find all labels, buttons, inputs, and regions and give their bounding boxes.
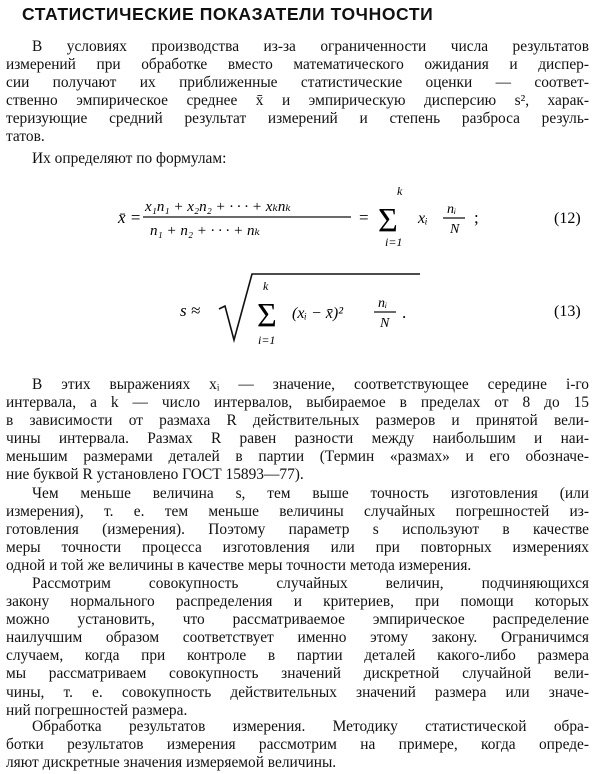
text-line: интервала, а k — число интервалов, выбираемое в пределах от 8 до 15 (6, 394, 589, 412)
text-line: наилучшим образом соответствует именно этому закону. Ограничимся (6, 629, 589, 647)
text-line: чины, т. е. совокупность действительных значений размера или значе- (6, 683, 589, 701)
text-line: готовления (измерения). Поэтому параметр s используют в качестве (6, 521, 589, 539)
sum-symbol: Σ (257, 297, 277, 334)
text-line: ний погрешностей размера. (6, 701, 188, 719)
sum-upper-limit: k (397, 184, 403, 198)
text-line: случаем, когда при контроле в партии деталей какого-либо размера (6, 647, 589, 665)
equation-number: (12) (554, 210, 581, 227)
sum-lower-limit: i=1 (385, 235, 403, 249)
sum-lower-limit: i=1 (258, 333, 276, 347)
text-line: измерений при обработке вместо математического ожидания и диспер- (6, 56, 589, 74)
text-line: мы рассматриваем совокупность значений дискретной случайной вели- (6, 665, 589, 683)
text-line: чины интервала. Размах R равен разности между наибольшим и наи- (6, 430, 589, 448)
formula-dot: . (402, 303, 407, 322)
formula-denominator: n₁ + n₂ + · · · + nₖ (150, 223, 261, 239)
formula-13 (0, 268, 593, 358)
sum-symbol: Σ (378, 202, 398, 239)
equation-number: (13) (554, 303, 581, 320)
text-line: в зависимости от размаха R действительных размеров и принятой вели- (6, 412, 589, 430)
formula-intro (32, 150, 532, 168)
fraction-numerator: nᵢ (447, 202, 457, 217)
sum-upper-limit: k (263, 279, 269, 293)
text-line: меньшим размерами деталей в партии (Термин «размах» и его обозначе- (6, 448, 589, 466)
text-line: можно установить, что рассматриваемое эмпирическое распределение (6, 611, 589, 629)
text-line: теризующие средний результат измерений и степень разброса резуль- (6, 110, 589, 128)
text-line: Чем меньше величина s, тем выше точность изготовления (или (32, 485, 589, 502)
text-line: сии получают их приближенные статистические оценки — соответ- (6, 74, 589, 92)
paragraph-distribution (6, 575, 589, 720)
paragraph-definitions (6, 376, 589, 485)
text-line: В этих выражениях xᵢ — значение, соответствующее середине i-го (32, 376, 589, 393)
formula-equals: = (359, 208, 369, 227)
paragraph-processing (6, 718, 589, 772)
text-line: ние буквой R установлено ГОСТ 15893—77). (6, 466, 304, 484)
text-line: ботки результатов измерения рассмотрим на примере, когда опреде- (6, 736, 589, 754)
fraction-denominator: N (380, 316, 390, 331)
text-line: одной и той же величины в качестве меры точности метода измерения. (6, 557, 472, 575)
intro-paragraph (6, 38, 589, 147)
text-line: Обработка результатов измерения. Методику статистической обра- (32, 718, 589, 735)
fraction-denominator: N (450, 222, 460, 237)
text-line: Рассмотрим совокупность случайных величин, подчиняющихся (32, 575, 589, 592)
formula-12 (0, 180, 593, 260)
section-title: СТАТИСТИЧЕСКИЕ ПОКАЗАТЕЛИ ТОЧНОСТИ (22, 4, 434, 24)
text-line: Их определяют по формулам: (32, 150, 227, 167)
sum-term: xᵢ (418, 210, 428, 227)
formula-semicolon: ; (474, 208, 479, 227)
text-line: татов. (6, 128, 45, 146)
formula-lhs: s ≈ (180, 301, 201, 320)
sum-term: (xᵢ − x̄)² (292, 305, 343, 322)
paragraph-precision (6, 485, 589, 575)
fraction-numerator: nᵢ (378, 296, 388, 311)
text-line: В условиях производства из-за ограниченности числа результатов (32, 38, 589, 55)
text-line: ляют дискретные значения измеряемой величины. (6, 754, 337, 772)
formula-numerator: x₁n₁ + x₂n₂ + · · · + xₖnₖ (145, 199, 291, 215)
text-line: закону нормального распределения и критериев, при помощи которых (6, 593, 589, 611)
text-line: измерения), т. е. тем меньше величины случайных погрешностей из- (6, 503, 589, 521)
text-line: ственно эмпирическое среднее x̄ и эмпирическую дисперсию s², харак- (6, 92, 589, 110)
formula-lhs: x̄ = (118, 208, 142, 227)
text-line: меры точности процесса изготовления или при повторных измерениях (6, 539, 589, 557)
